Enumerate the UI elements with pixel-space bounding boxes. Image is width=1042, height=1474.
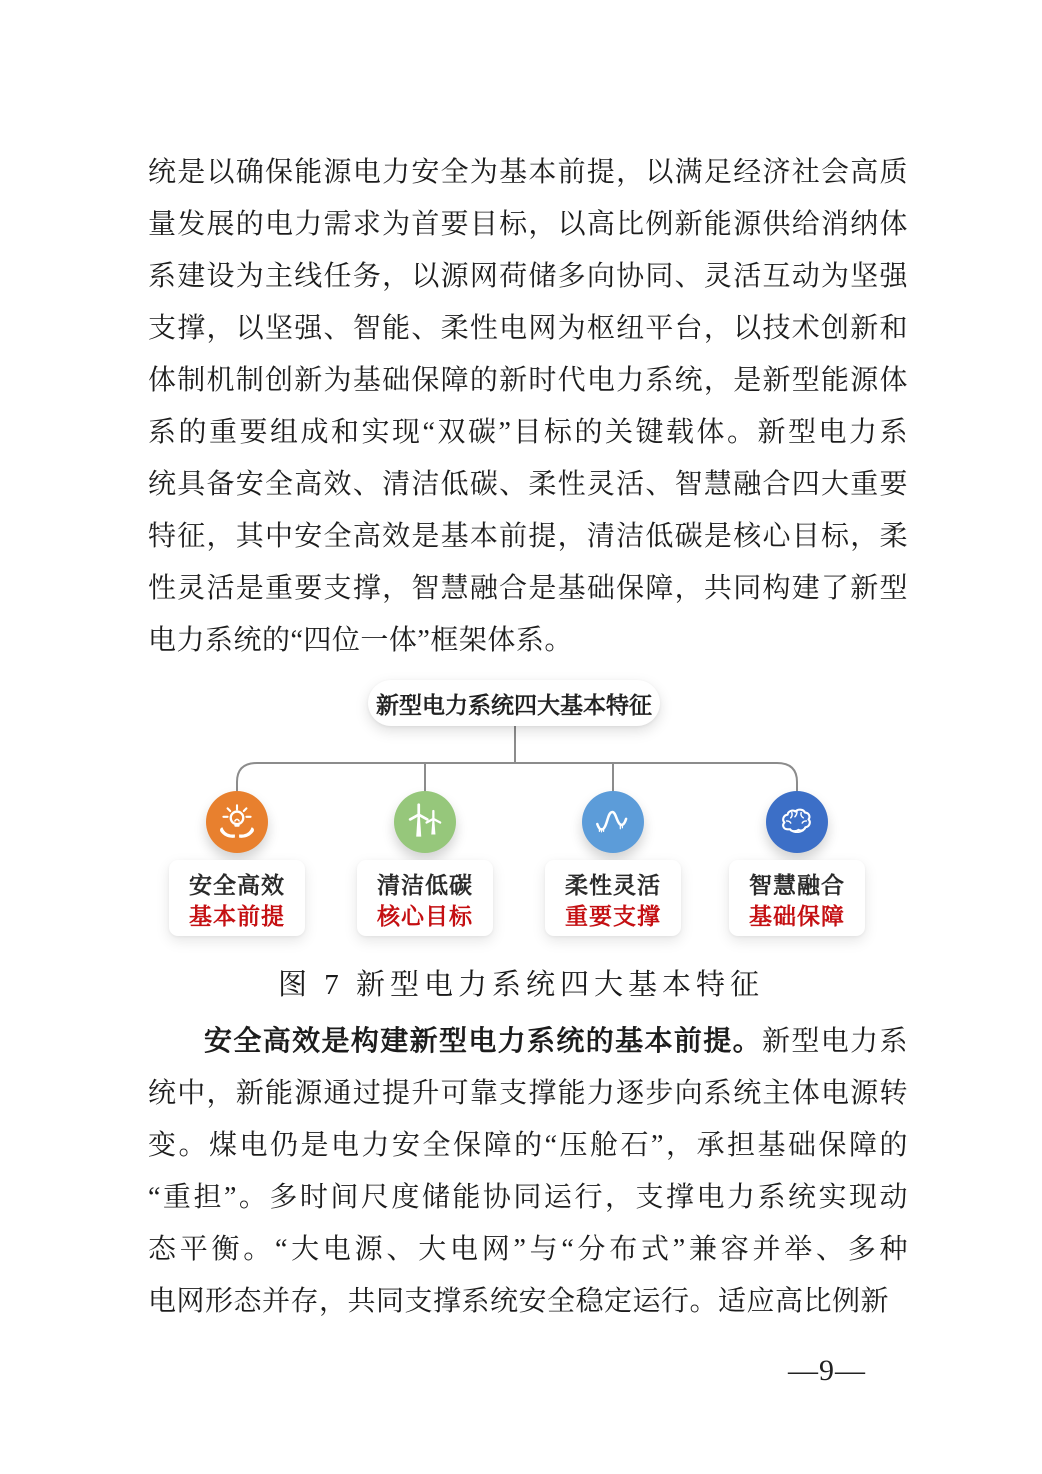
bold-lead-sentence: 安全高效是构建新型电力系统的基本前提。	[204, 1026, 762, 1057]
feature-label: 安全高效	[189, 872, 285, 898]
paragraph-1	[148, 147, 908, 667]
sine-wave-icon	[582, 791, 644, 853]
body-line: 体制机制创新为基础保障的新时代电力系统，是新型能源体	[148, 365, 908, 396]
feature-label: 智慧融合	[749, 872, 845, 898]
feature-card-safety	[169, 860, 305, 936]
feature-card-clean	[357, 860, 493, 936]
body-line: 态平衡。“大电源、大电网”与“分布式”兼容并举、多种	[148, 1234, 908, 1265]
body-line: 电力系统的“四位一体”框架体系。	[148, 625, 573, 656]
body-line: 统是以确保能源电力安全为基本前提，以满足经济社会高质	[148, 157, 908, 188]
feature-label: 柔性灵活	[565, 872, 661, 898]
body-line: 特征，其中安全高效是基本前提，清洁低碳是核心目标，柔	[148, 521, 908, 552]
wind-turbine-icon	[394, 791, 456, 853]
feature-card-smart	[729, 860, 865, 936]
body-text: 新型电力系	[762, 1026, 908, 1057]
body-line: 统具备安全高效、清洁低碳、柔性灵活、智慧融合四大重要	[148, 469, 908, 500]
body-line: 变。煤电仍是电力安全保障的“压舱石”，承担基础保障的	[148, 1130, 908, 1161]
body-line: 系的重要组成和实现“双碳”目标的关键载体。新型电力系	[148, 417, 908, 448]
diagram-title: 新型电力系统四大基本特征	[368, 680, 660, 726]
body-line: 系建设为主线任务，以源网荷储多向协同、灵活互动为坚强	[148, 261, 908, 292]
body-line: 统中，新能源通过提升可靠支撑能力逐步向系统主体电源转	[148, 1078, 908, 1109]
brain-icon	[766, 791, 828, 853]
feature-sublabel: 基础保障	[749, 903, 845, 929]
feature-sublabel: 重要支撑	[565, 903, 661, 929]
figure-caption: 图 7 新型电力系统四大基本特征	[277, 969, 764, 1001]
hands-lightbulb-icon	[206, 791, 268, 853]
feature-card-flexible	[545, 860, 681, 936]
figure-diagram	[0, 660, 1042, 965]
feature-label: 清洁低碳	[377, 872, 473, 898]
body-line: “重担”。多时间尺度储能协同运行，支撑电力系统实现动	[148, 1182, 908, 1213]
body-line: 量发展的电力需求为首要目标，以高比例新能源供给消纳体	[148, 209, 908, 240]
body-line	[148, 1016, 908, 1068]
body-line: 性灵活是重要支撑，智慧融合是基础保障，共同构建了新型	[148, 573, 908, 604]
body-line: 电网形态并存，共同支撑系统安全稳定运行。适应高比例新	[148, 1286, 890, 1317]
page-number: —9—	[788, 1354, 866, 1387]
paragraph-2	[148, 1016, 908, 1328]
body-line: 支撑，以坚强、智能、柔性电网为枢纽平台，以技术创新和	[148, 313, 908, 344]
feature-sublabel: 核心目标	[377, 903, 473, 929]
feature-sublabel: 基本前提	[189, 903, 285, 929]
